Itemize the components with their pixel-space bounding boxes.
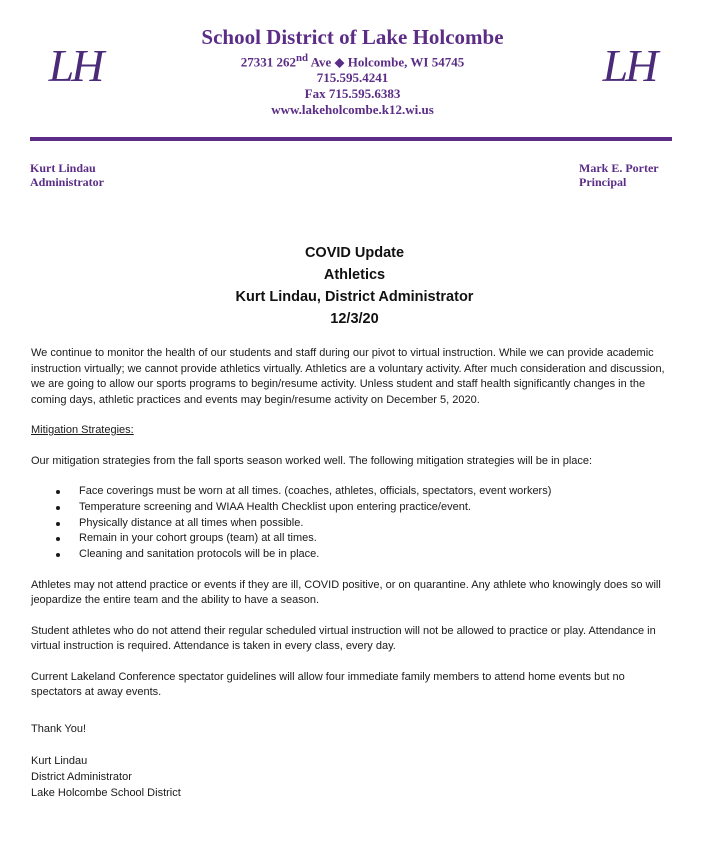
- district-fax: Fax 715.595.6383: [304, 86, 401, 102]
- address-street-number: 27331 262: [240, 54, 297, 70]
- title-line-2: Athletics: [323, 267, 386, 283]
- letterhead: [100, 24, 605, 118]
- bullet-icon: [56, 506, 60, 510]
- principal-name: Mark E. Porter: [579, 161, 659, 175]
- mitigation-list: [31, 484, 676, 563]
- list-item: [79, 531, 676, 547]
- address-street-rest: Ave ◆ Holcombe, WI 54745: [308, 54, 465, 70]
- staff-administrator: [30, 161, 104, 189]
- signature-block: [31, 721, 676, 801]
- list-item: [79, 500, 676, 516]
- list-item: [79, 516, 676, 532]
- district-logo-left: LH: [48, 40, 102, 91]
- district-website[interactable]: www.lakeholcombe.k12.wi.us: [271, 102, 434, 118]
- list-item: [79, 547, 676, 563]
- signer-title: District Administrator: [31, 770, 132, 783]
- mitigation-intro: Our mitigation strategies from the fall sports season worked well. The following mitigation strategies will be in place:: [31, 454, 593, 467]
- district-phone: 715.595.4241: [316, 70, 389, 86]
- letterhead-divider: [30, 137, 672, 141]
- list-item-text: Temperature screening and WIAA Health Checklist upon entering practice/event.: [79, 500, 471, 513]
- list-item-text: Face coverings must be worn at all times. (coaches, athletes, officials, spectators, event workers): [79, 485, 552, 497]
- intro-paragraph: We continue to monitor the health of our students and staff during our pivot to virtual instruction. While we can provide academic instruction virtually; we cannot provide athletics virtually. Athletics are a voluntary activity. After much consideration and discussion, we are going to allow our sports programs to begin/resume activity. Unless student and staff health significantly changes in the coming days, athletic practices and events may begin/resume activity on December 5, 2020.: [31, 347, 665, 406]
- bullet-icon: [56, 522, 60, 526]
- list-item: [79, 484, 676, 500]
- document-title: [0, 242, 709, 330]
- bullet-icon: [56, 553, 60, 557]
- bullet-icon: [56, 537, 60, 541]
- district-address: [100, 50, 605, 70]
- signer-name: Kurt Lindau: [31, 754, 88, 767]
- title-line-1: COVID Update: [304, 245, 405, 261]
- signer-organization: Lake Holcombe School District: [31, 786, 181, 799]
- administrator-name: Kurt Lindau: [30, 161, 96, 175]
- list-item-text: Remain in your cohort groups (team) at all times.: [79, 532, 317, 545]
- address-ordinal-suffix: nd: [296, 52, 309, 64]
- staff-principal: [579, 161, 659, 189]
- closing-text: Thank You!: [31, 722, 87, 735]
- administrator-title: Administrator: [30, 175, 104, 189]
- mitigation-heading: Mitigation Strategies:: [31, 424, 134, 436]
- letter-body: [31, 346, 676, 801]
- principal-title: Principal: [579, 175, 627, 189]
- district-logo-right: LH: [602, 40, 656, 91]
- title-date: 12/3/20: [330, 311, 379, 327]
- district-name: School District of Lake Holcombe: [201, 25, 504, 49]
- attendance-paragraph: Student athletes who do not attend their regular scheduled virtual instruction will not be allowed to practice or play. Attendance in virtual instruction is required. Attendance is taken in every class, every day.: [31, 624, 656, 653]
- list-item-text: Physically distance at all times when possible.: [79, 516, 304, 529]
- illness-paragraph: Athletes may not attend practice or events if they are ill, COVID positive, or on quarantine. Any athlete who knowingly does so will jeopardize the entire team and the ability to have a season.: [31, 578, 661, 607]
- title-line-3: Kurt Lindau, District Administrator: [235, 289, 474, 305]
- spectator-paragraph: Current Lakeland Conference spectator guidelines will allow four immediate family members to attend home events but no spectators at away events.: [31, 670, 625, 699]
- bullet-icon: [56, 490, 60, 494]
- list-item-text: Cleaning and sanitation protocols will be in place.: [79, 548, 320, 561]
